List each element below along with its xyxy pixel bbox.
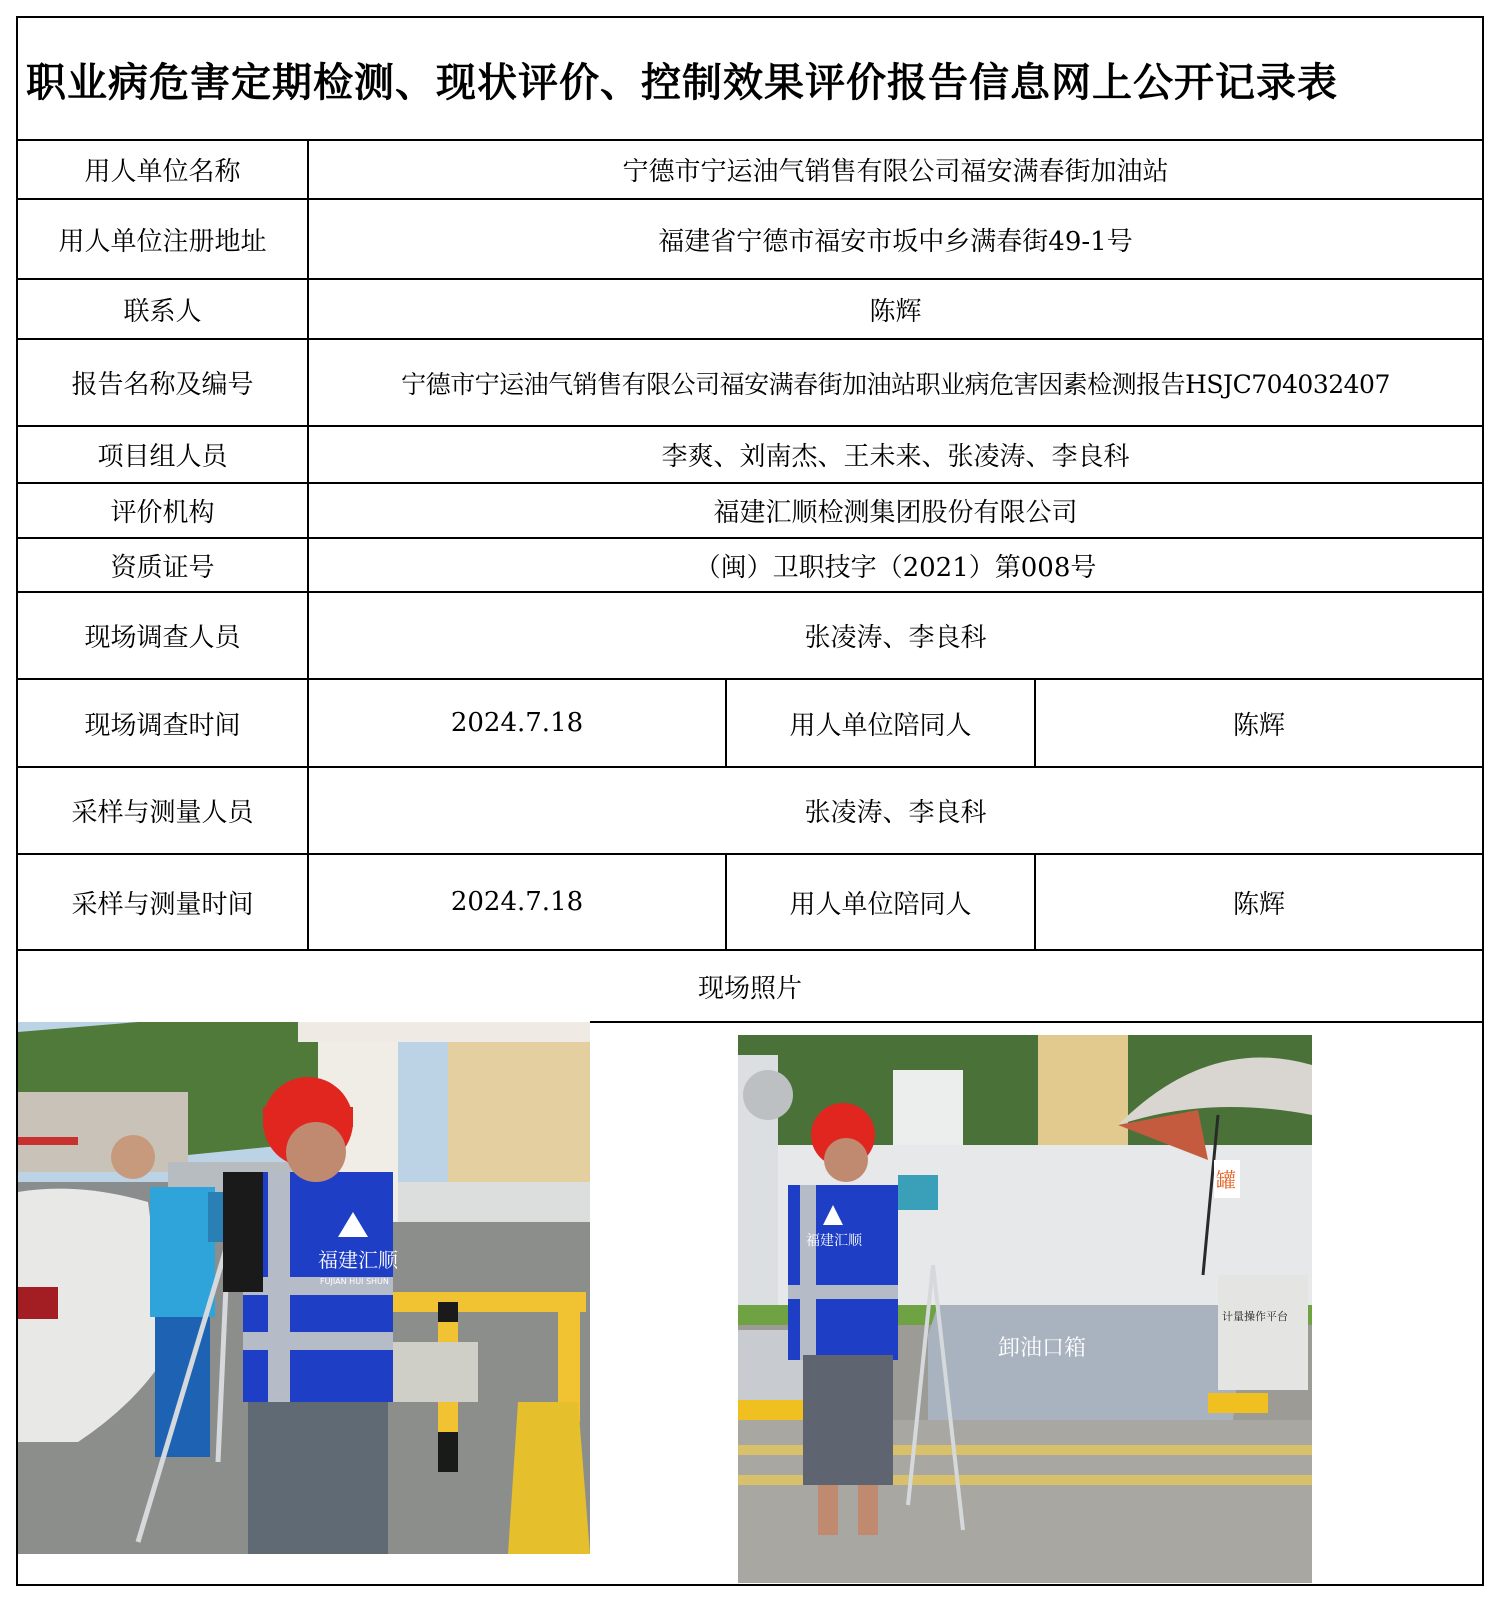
survey-companion-value: 陈辉 (1232, 710, 1285, 741)
project-team-label: 项目组人员 (97, 442, 228, 472)
sampling-staff-label: 采样与测量人员 (71, 798, 254, 828)
cabinet-label: 计量操作平台 (1222, 1310, 1288, 1323)
report-label: 报告名称及编号 (71, 370, 254, 400)
agency-label: 评价机构 (110, 498, 215, 528)
survey-time-label: 现场调查时间 (84, 710, 241, 741)
sampling-time-value: 2024.7.18 (450, 887, 584, 917)
project-team-value: 李爽、刘南杰、王未来、张凌涛、李良科 (661, 442, 1130, 472)
sampling-companion-value: 陈辉 (1232, 889, 1285, 920)
tank-sign: 罐 (1216, 1168, 1236, 1192)
sampling-companion-label: 用人单位陪同人 (789, 889, 972, 920)
contact-value: 陈辉 (869, 296, 922, 327)
qualification-value: （闽）卫职技字（2021）第008号 (694, 552, 1097, 583)
unloading-box-photo-illustration (738, 1035, 1312, 1583)
photos-section-label: 现场照片 (697, 973, 802, 1004)
survey-staff-label: 现场调查人员 (84, 623, 241, 653)
site-photo-1 (18, 1022, 590, 1554)
employer-name-value: 宁德市宁运油气销售有限公司福安满春街加油站 (622, 157, 1169, 187)
employer-address-value: 福建省宁德市福安市坂中乡满春街49-1号 (658, 226, 1133, 257)
survey-staff-value: 张凌涛、李良科 (804, 623, 987, 653)
site-photo-2 (738, 1035, 1312, 1583)
survey-companion-label: 用人单位陪同人 (789, 710, 972, 741)
contact-label: 联系人 (123, 296, 202, 327)
qualification-label: 资质证号 (110, 552, 215, 583)
employer-name-label: 用人单位名称 (84, 157, 241, 187)
report-value: 宁德市宁运油气销售有限公司福安满春街加油站职业病危害因素检测报告HSJC704032407 (401, 369, 1390, 399)
vest-logo-text: 福建汇顺 (318, 1248, 398, 1272)
employer-address-label: 用人单位注册地址 (58, 226, 267, 257)
vest-logo-text: 福建汇顺 (806, 1233, 862, 1249)
gas-station-photo-illustration (18, 1022, 590, 1554)
divider (590, 1021, 1484, 1023)
sampling-staff-value: 张凌涛、李良科 (804, 798, 987, 828)
page-title: 职业病危害定期检测、现状评价、控制效果评价报告信息网上公开记录表 (26, 58, 1338, 106)
vest-logo-subtext: FUJIAN HUI SHUN (320, 1277, 389, 1286)
sampling-time-label: 采样与测量时间 (71, 889, 254, 920)
agency-value: 福建汇顺检测集团股份有限公司 (713, 498, 1078, 528)
unloading-box-label: 卸油口箱 (998, 1336, 1087, 1361)
survey-time-value: 2024.7.18 (450, 708, 584, 738)
